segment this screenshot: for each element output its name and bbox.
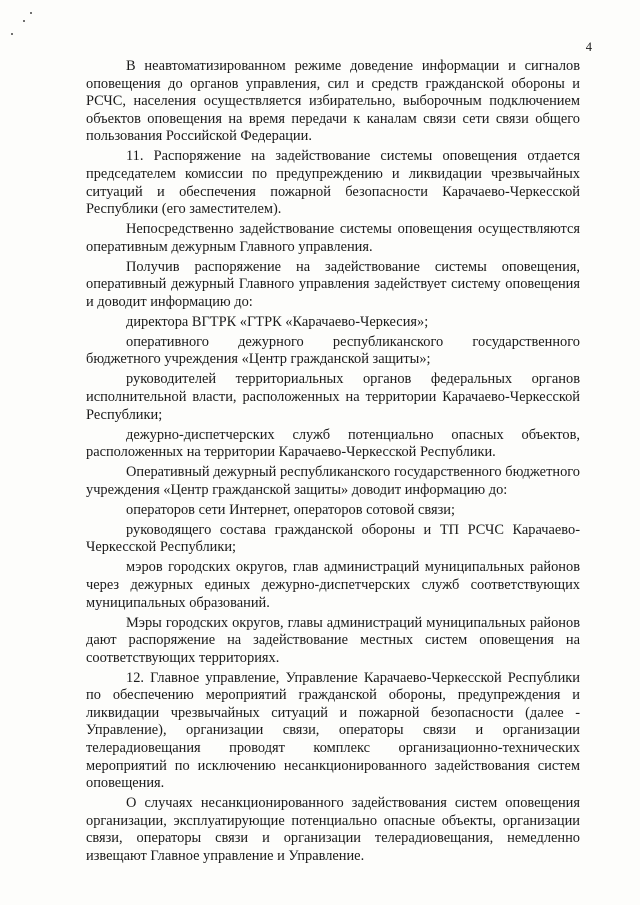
scan-speck (30, 12, 32, 14)
paragraph: О случаях несанкционированного задействования систем оповещения организации, эксплуатирующие потенциально опасные объекты, организации связи, операторы связи и организации телерадиовещания, немедленно извещают Главное управление и Управление. (86, 795, 580, 864)
paragraph: оперативного дежурного республиканского государственного бюджетного учреждения «Центр гражданской защиты»; (86, 333, 580, 368)
document-body (86, 58, 580, 868)
paragraph: дежурно-диспетчерских служб потенциально опасных объектов, расположенных на территории Карачаево-Черкесской Республики. (86, 426, 580, 461)
paragraph: директора ВГТРК «ГТРК «Карачаево-Черкесия»; (126, 313, 429, 330)
scan-speck (23, 20, 25, 22)
paragraph: Непосредственно задействование системы оповещения осуществляются оперативным дежурным Главного управления. (86, 221, 580, 255)
paragraph: руководящего состава гражданской обороны и ТП РСЧС Карачаево-Черкесской Республики; (86, 521, 580, 556)
paragraph: руководителей территориальных органов федеральных органов исполнительной власти, расположенных на территории Карачаево-Черкесской Республики; (86, 371, 580, 423)
paragraph: Оперативный дежурный республиканского государственного бюджетного учреждения «Центр гражданской защиты» доводит информацию до: (86, 464, 580, 498)
paragraph: мэров городских округов, глав администраций муниципальных районов через дежурных единых дежурно-диспетчерских служб соответствующих муниципальных образований. (86, 559, 580, 611)
paragraph: Получив распоряжение на задействование системы оповещения, оперативный дежурный Главного управления задействует систему оповещения и доводит информацию до: (86, 258, 580, 310)
paragraph: 12. Главное управление, Управление Карачаево-Черкесской Республики по обеспечению мероприятий гражданской обороны, предупреждения и ликвидации чрезвычайных ситуаций и пожарной безопасности (далее - Управление), организации связи, операторы связи и организации телерадиовещания проводят комплекс организационно-технических мероприятий по исключению несанкционированного задействования систем оповещения. (86, 669, 580, 792)
paragraph: операторов сети Интернет, операторов сотовой связи; (126, 501, 456, 518)
paragraph: 11. Распоряжение на задействование системы оповещения отдается председателем комиссии по предупреждению и ликвидации чрезвычайных ситуаций и обеспечения пожарной безопасности Карачаево-Черкесской Республики (его заместителем). (86, 148, 580, 218)
scan-speck (11, 33, 13, 35)
paragraph: В неавтоматизированном режиме доведение информации и сигналов оповещения до органов управления, сил и средств гражданской обороны и РСЧС, населения осуществляется избирательно, выборочным подключением объектов оповещения на время передачи к каналам связи сети связи общего пользования Российской Федерации. (86, 58, 580, 145)
paragraph: Мэры городских округов, главы администраций муниципальных районов дают распоряжение на задействование местных систем оповещения на соответствующих территориях. (86, 614, 580, 666)
page-number: 4 (585, 40, 592, 54)
